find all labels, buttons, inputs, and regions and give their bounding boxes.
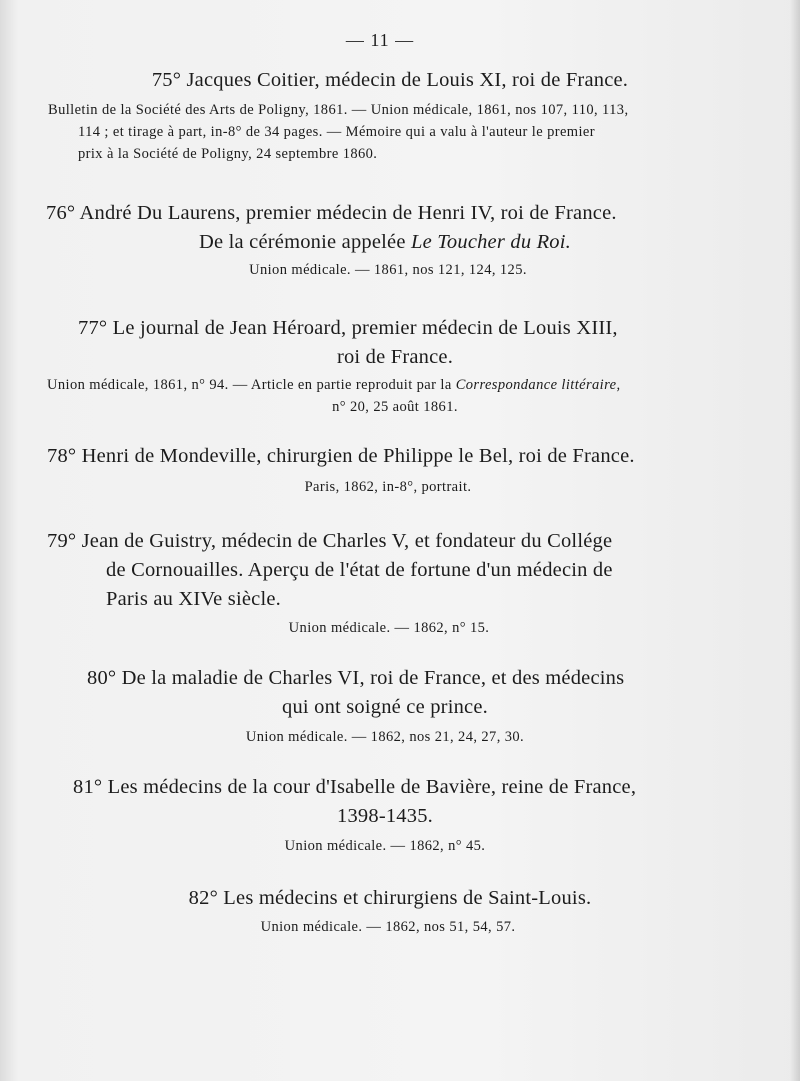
source-line: Bulletin de la Société des Arts de Poligny, 1861. — Union médicale, 1861, nos 107, 110, 113,: [48, 102, 629, 118]
entry-title: 77° Le journal de Jean Héroard, premier médecin de Louis XIII,: [78, 317, 618, 339]
entry-source: Union médicale. — 1862, n° 45.: [284, 838, 486, 854]
entry-title: 78° Henri de Mondeville, chirurgien de Philippe le Bel, roi de France.: [47, 445, 635, 467]
entry-79: [0, 527, 800, 639]
entry-title: 81° Les médecins de la cour d'Isabelle de Bavière, reine de France,: [73, 776, 637, 798]
entry-title: 76° André Du Laurens, premier médecin de Henri IV, roi de France.: [46, 202, 617, 224]
entry-title-continued: [0, 228, 800, 257]
entry-77: [0, 314, 800, 418]
entry-source: [0, 99, 800, 165]
entry-title: 80° De la maladie de Charles VI, roi de France, et des médecins: [87, 667, 625, 689]
entry-title-continued: Paris au XIVe siècle.: [106, 588, 281, 610]
source-text: Union médicale, 1861, n° 94. — Article en partie reproduit par la: [47, 377, 456, 393]
source-line: 114 ; et tirage à part, in-8° de 34 pages. — Mémoire qui a valu à l'auteur le premier: [78, 124, 595, 140]
entry-source: Paris, 1862, in-8°, portrait.: [304, 479, 472, 495]
entry-title-continued: de Cornouailles. Aperçu de l'état de fortune d'un médecin de: [106, 559, 613, 581]
entry-title-continued: roi de France.: [336, 346, 454, 368]
entry-title-continued: 1398-1435.: [337, 805, 433, 827]
source-italic: Correspondance littéraire,: [455, 377, 621, 393]
entry-title: 75° Jacques Coitier, médecin de Louis XI, roi de France.: [151, 69, 629, 91]
title-text: De la cérémonie appelée: [199, 231, 411, 253]
entry-source: Union médicale. — 1862, nos 51, 54, 57.: [260, 919, 516, 935]
entry-title: 79° Jean de Guistry, médecin de Charles V, et fondateur du Collége: [47, 530, 613, 552]
entry-source: Union médicale. — 1862, nos 21, 24, 27, 30.: [245, 729, 525, 745]
entry-source: [0, 374, 800, 396]
entry-80: [0, 664, 800, 748]
entry-78: [0, 442, 800, 498]
source-line: prix à la Société de Poligny, 24 septembre 1860.: [78, 146, 378, 162]
entry-source: Union médicale. — 1861, nos 121, 124, 125.: [249, 262, 527, 278]
entry-source-continued: n° 20, 25 août 1861.: [332, 399, 458, 415]
title-italic: Le Toucher du Roi.: [410, 231, 571, 253]
entry-source: Union médicale. — 1862, n° 15.: [288, 620, 490, 636]
entry-82: [0, 884, 800, 938]
entry-81: [0, 773, 800, 857]
entry-76: [0, 199, 800, 281]
entry-75: [0, 66, 800, 165]
page-number: — 11 —: [345, 30, 415, 50]
entry-title-continued: qui ont soigné ce prince.: [282, 696, 488, 718]
entry-title: 82° Les médecins et chirurgiens de Saint-Louis.: [188, 887, 592, 909]
